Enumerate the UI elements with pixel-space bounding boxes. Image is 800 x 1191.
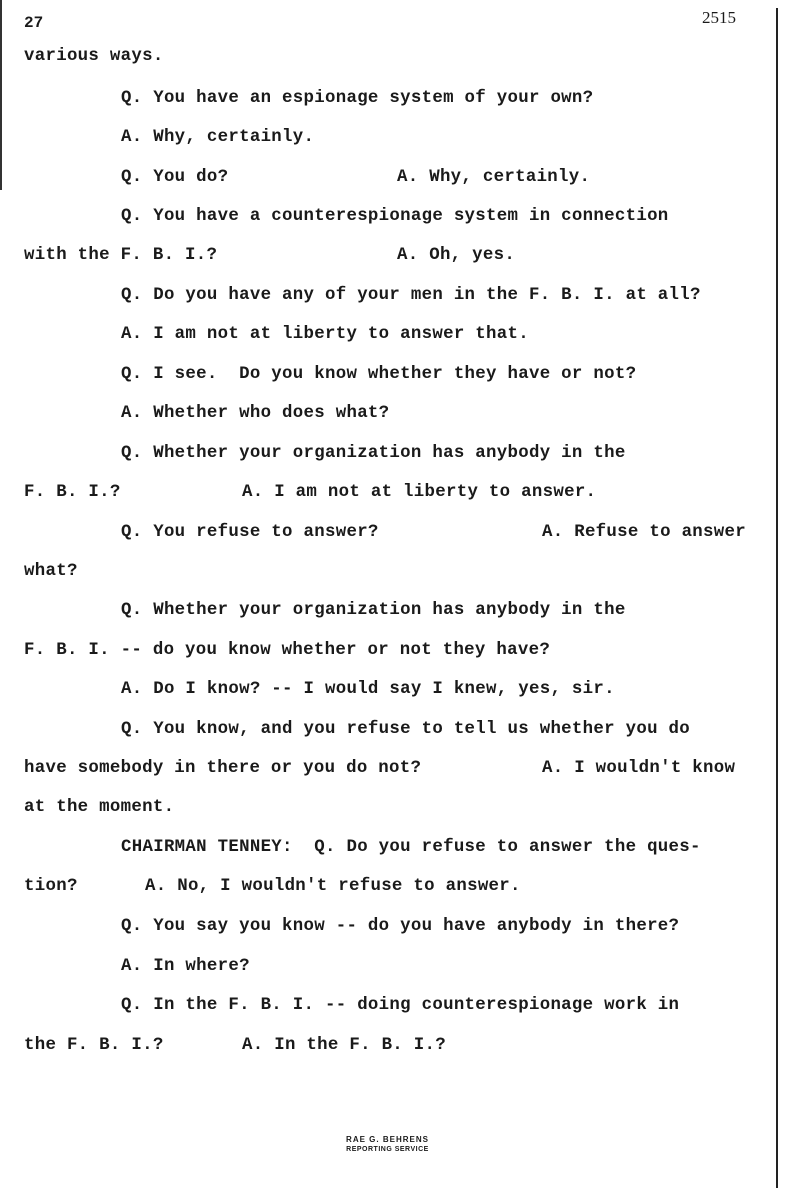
transcript-line: Q. Do you have any of your men in the F. B. I. at all?: [121, 286, 701, 305]
footer-reporter-name: RAE G. BEHRENS: [346, 1135, 429, 1144]
transcript-line: have somebody in there or you do not?: [24, 759, 422, 778]
transcript-line: A. Refuse to answer: [542, 523, 746, 542]
transcript-line: Q. In the F. B. I. -- doing counterespionage work in: [121, 996, 680, 1015]
transcript-line: Q. You do?: [121, 168, 229, 187]
transcript-line: various ways.: [24, 47, 164, 66]
transcript-line: Q. You know, and you refuse to tell us whether you do: [121, 720, 691, 739]
transcript-line: A. Oh, yes.: [397, 246, 516, 265]
transcript-line: Q. You have a counterespionage system in connection: [121, 207, 669, 226]
transcript-line: Q. You say you know -- do you have anybody in there?: [121, 917, 680, 936]
transcript-line: Q. You refuse to answer?: [121, 523, 379, 542]
transcript-line: A. I wouldn't know: [542, 759, 736, 778]
transcript-line: the F. B. I.?: [24, 1036, 164, 1055]
transcript-line: tion?: [24, 877, 78, 896]
transcript-line: Q. I see. Do you know whether they have or not?: [121, 365, 637, 384]
footer-reporting-service: REPORTING SERVICE: [346, 1146, 429, 1153]
page-number-right: 2515: [702, 8, 736, 27]
page-number-left: 27: [24, 14, 44, 32]
transcript-line: A. Do I know? -- I would say I knew, yes, sir.: [121, 680, 615, 699]
transcript-line: A. I am not at liberty to answer.: [242, 483, 597, 502]
transcript-line: A. Why, certainly.: [121, 128, 315, 147]
transcript-line: Q. You have an espionage system of your own?: [121, 89, 594, 108]
transcript-line: Q. Whether your organization has anybody in the: [121, 444, 626, 463]
transcript-line: A. I am not at liberty to answer that.: [121, 325, 529, 344]
transcript-line: A. Why, certainly.: [397, 168, 591, 187]
reporter-footer: [0, 1135, 775, 1155]
transcript-line: Q. Whether your organization has anybody in the: [121, 601, 626, 620]
transcript-line: CHAIRMAN TENNEY: Q. Do you refuse to answer the ques-: [121, 838, 701, 857]
transcript-line: A. Whether who does what?: [121, 404, 390, 423]
transcript-line: A. No, I wouldn't refuse to answer.: [145, 877, 521, 896]
transcript-line: F. B. I.?: [24, 483, 121, 502]
transcript-line: at the moment.: [24, 798, 175, 817]
transcript-line: what?: [24, 562, 78, 581]
transcript-line: A. In the F. B. I.?: [242, 1036, 446, 1055]
transcript-line: A. In where?: [121, 957, 250, 976]
transcript-line: with the F. B. I.?: [24, 246, 218, 265]
transcript-line: F. B. I. -- do you know whether or not they have?: [24, 641, 551, 660]
